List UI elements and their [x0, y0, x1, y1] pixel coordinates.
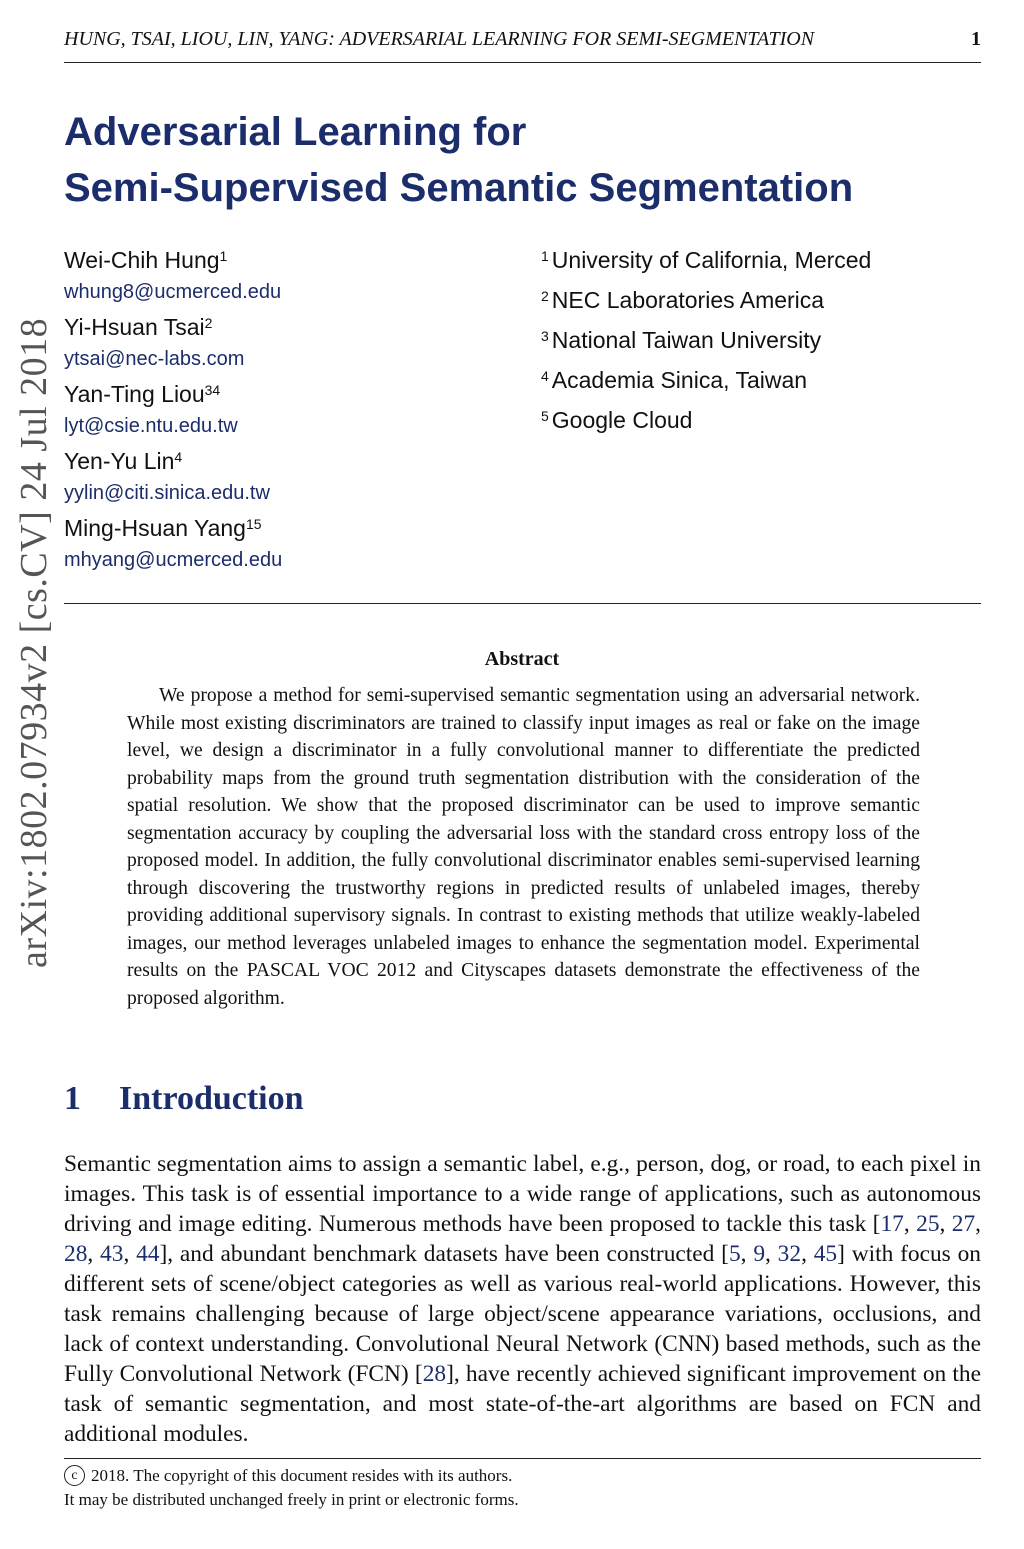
title-line-1: Adversarial Learning for — [64, 110, 527, 154]
section-number: 1 — [64, 1080, 81, 1117]
footnote-line-1: c 2018. The copyright of this document resides with its authors. — [64, 1464, 519, 1488]
author-name: Yi-Hsuan Tsai$^2$ — [64, 314, 213, 340]
citation-link[interactable]: 17 — [880, 1211, 904, 1237]
author-email-link[interactable]: lyt@csie.ntu.edu.tw — [64, 415, 238, 437]
author-name: Ming-Hsuan Yang$^{15}$ — [64, 515, 262, 541]
citation-link[interactable]: 45 — [813, 1241, 838, 1267]
author-name: Yan-Ting Liou$^{34}$ — [64, 381, 221, 407]
author-name: Yen-Yu Lin$^4$ — [64, 448, 183, 474]
affiliation-item: $^2$ NEC Laboratories America — [541, 287, 825, 313]
citation-link[interactable]: 28 — [64, 1241, 88, 1267]
citation-link[interactable]: 9 — [753, 1241, 766, 1267]
affiliation-item: $^3$ National Taiwan University — [541, 327, 822, 353]
footnote-rule — [64, 1458, 981, 1459]
author-list — [64, 244, 282, 579]
affiliation-item: $^5$ Google Cloud — [541, 407, 693, 433]
footnote-line-2: It may be distributed unchanged freely in print or electronic forms. — [64, 1490, 519, 1509]
abstract-heading: Abstract — [484, 648, 560, 670]
arxiv-identifier-stamp: arXiv:1802.07934v2 [cs.CV] 24 Jul 2018 — [13, 317, 55, 968]
author-name: Wei-Chih Hung$^1$ — [64, 247, 228, 273]
paper-title — [64, 104, 853, 216]
citation-link[interactable]: 28 — [422, 1361, 447, 1387]
citation-link[interactable]: 44 — [136, 1241, 160, 1267]
copyright-footnote — [64, 1464, 519, 1512]
title-line-2: Semi-Supervised Semantic Segmentation — [64, 166, 854, 210]
author-email-link[interactable]: yylin@citi.sinica.edu.tw — [64, 482, 270, 504]
copyright-icon: c — [64, 1465, 85, 1486]
running-title: HUNG, TSAI, LIOU, LIN, YANG: ADVERSARIAL LEARNING FOR SEMI-SEGMENTATION — [64, 28, 815, 50]
author-email-link[interactable]: whung8@ucmerced.edu — [64, 281, 282, 303]
page-number: 1 — [971, 28, 981, 50]
affiliation-list — [541, 244, 871, 444]
affiliation-item: $^1$ University of California, Merced — [541, 247, 872, 273]
section-heading-introduction — [64, 1080, 304, 1118]
running-header — [64, 28, 981, 51]
citation-link[interactable]: 25 — [916, 1211, 940, 1237]
citation-link[interactable]: 5 — [728, 1241, 741, 1267]
affiliation-item: $^4$ Academia Sinica, Taiwan — [541, 367, 808, 393]
author-email-link[interactable]: ytsai@nec-labs.com — [64, 348, 245, 370]
section-title: Introduction — [119, 1080, 304, 1117]
citation-link[interactable]: 27 — [951, 1211, 976, 1237]
author-email-link[interactable]: mhyang@ucmerced.edu — [64, 549, 283, 571]
title-block-rule — [64, 603, 981, 604]
abstract-body: We propose a method for semi-supervised semantic segmentation using an adversarial network. While most existing discriminators are trained to classify input images as real or fake on the image level, we design a discriminator in a fully convolutional manner to differentiate the predicted probability maps from the ground truth segmentation distribution with the consideration of the spatial resolution. We show that the proposed discriminator can be used to improve semantic segmentation accuracy by coupling the adversarial loss with the standard cross entropy loss of the proposed model. In addition, the fully convolutional discriminator enables semi-supervised learning through discovering the trustworthy regions in predicted results of unlabeled images, thereby providing additional supervisory signals. In contrast to existing methods that utilize weakly-labeled images, our method leverages unlabeled images to enhance the segmentation model. Experimental results on the PASCAL VOC 2012 and Cityscapes datasets demonstrate the effectiveness of the proposed algorithm. — [127, 685, 920, 1009]
citation-link[interactable]: 43 — [100, 1241, 124, 1267]
introduction-paragraph: Semantic segmentation aims to assign a semantic label, e.g., person, dog, or road, to each pixel in images. This task is of essential importance to a wide range of applications, such as autonomous driving and image editing. Numerous methods have been proposed to tackle this task [17, 25, 27, 28, 43, 44], and abundant benchmark datasets have been constructed [5, 9, 32, 45] with focus on different sets of scene/object categories as well as various real-world applications. However, this task remains challenging because of large object/scene appearance variations, occlusions, and lack of context understanding. Convolutional Neural Network (CNN) based methods, such as the Fully Convolutional Network (FCN) [28], have recently achieved significant improvement on the task of semantic segmentation, and most state-of-the-art algorithms are based on FCN and additional modules. — [64, 1151, 982, 1447]
citation-link[interactable]: 32 — [777, 1241, 802, 1267]
header-rule — [64, 62, 981, 63]
